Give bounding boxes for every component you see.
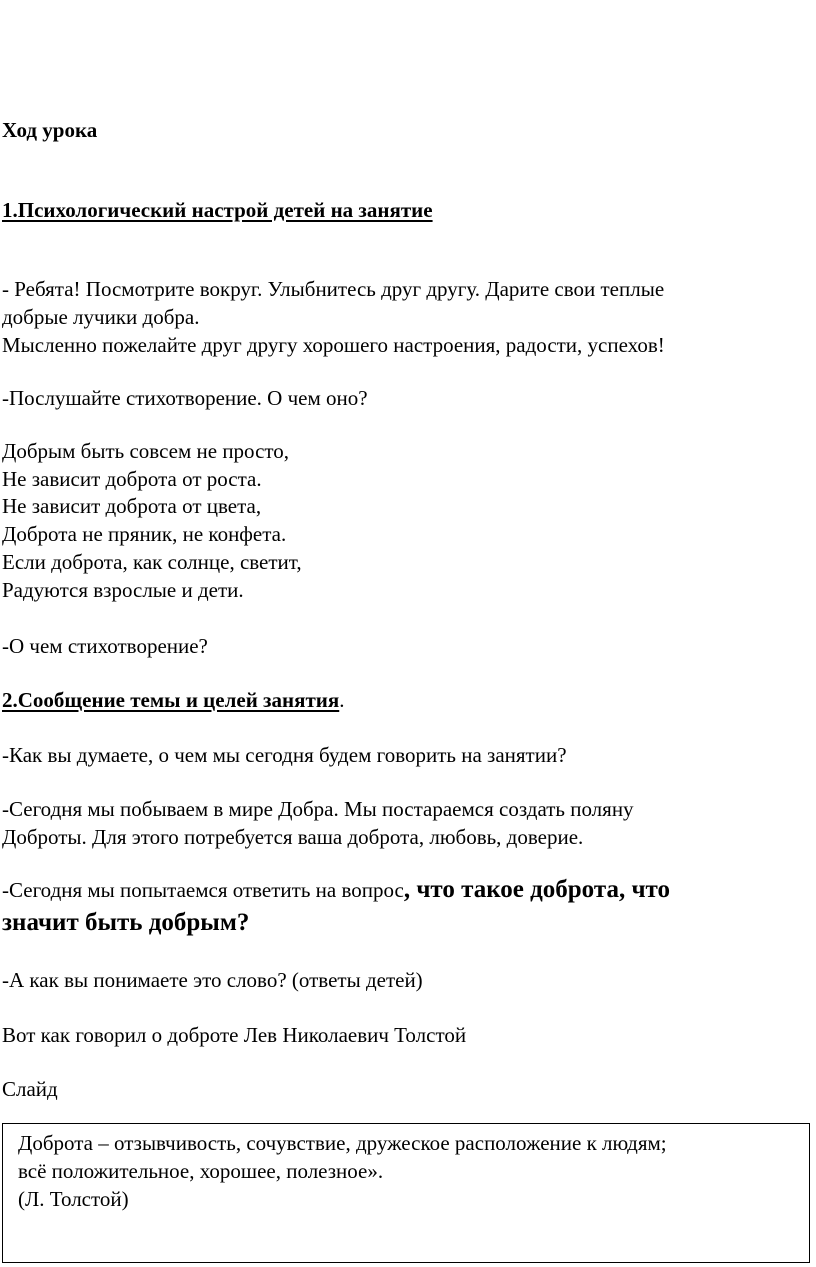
poem-line: Если доброта, как солнце, светит,	[2, 550, 302, 574]
section-2-question-bold: , что такое доброта, что	[403, 876, 670, 903]
section-2-paragraph-line-2: Доброты. Для этого потребуется ваша доброта, любовь, доверие.	[2, 825, 584, 849]
quote-box	[2, 1123, 810, 1263]
section-2-title: 2.Сообщение темы и целей занятия	[2, 688, 340, 712]
section-1-title: 1.Психологический настрой детей на занятие	[2, 198, 433, 222]
quote-author: (Л. Толстой)	[18, 1187, 129, 1211]
section-2-question-row	[2, 876, 670, 904]
poem-line: Добрым быть совсем не просто,	[2, 439, 290, 463]
section-2-question-1: -Как вы думаете, о чем мы сегодня будем говорить на занятии?	[2, 743, 567, 767]
poem-line: Не зависит доброта от цвета,	[2, 494, 262, 518]
quote-line-2: всё положительное, хорошее, полезное».	[18, 1159, 384, 1183]
page-heading: Ход урока	[2, 118, 98, 142]
section-2-question-2: -А как вы понимаете это слово? (ответы детей)	[2, 968, 423, 992]
poem-line: Доброта не пряник, не конфета.	[2, 522, 287, 546]
section-1-paragraph-line-2: добрые лучики добра.	[2, 305, 200, 329]
section-1-listen-prompt: -Послушайте стихотворение. О чем оно?	[2, 386, 368, 410]
section-2-title-period: .	[339, 688, 345, 712]
section-1-paragraph-line-3: Мысленно пожелайте друг другу хорошего настроения, радости, успехов!	[2, 333, 665, 357]
section-2-title-row	[2, 686, 344, 714]
section-2-paragraph-line-1: -Сегодня мы побываем в мире Добра. Мы постараемся создать поляну	[2, 797, 634, 821]
section-2-question-prefix: -Сегодня мы попытаемся ответить на вопрос	[2, 878, 404, 902]
tolstoy-intro: Вот как говорил о доброте Лев Николаевич Толстой	[2, 1023, 467, 1047]
poem-line: Радуются взрослые и дети.	[2, 578, 244, 602]
quote-line-1: Доброта – отзывчивость, сочувствие, дружеское расположение к людям;	[18, 1131, 667, 1155]
slide-label: Слайд	[2, 1077, 58, 1101]
section-2-question-bold-line-2: значит быть добрым?	[2, 909, 250, 936]
poem-line: Не зависит доброта от роста.	[2, 467, 262, 491]
section-1-paragraph-line-1: - Ребята! Посмотрите вокруг. Улыбнитесь друг другу. Дарите свои теплые	[2, 277, 665, 301]
section-1-question: -О чем стихотворение?	[2, 634, 208, 658]
